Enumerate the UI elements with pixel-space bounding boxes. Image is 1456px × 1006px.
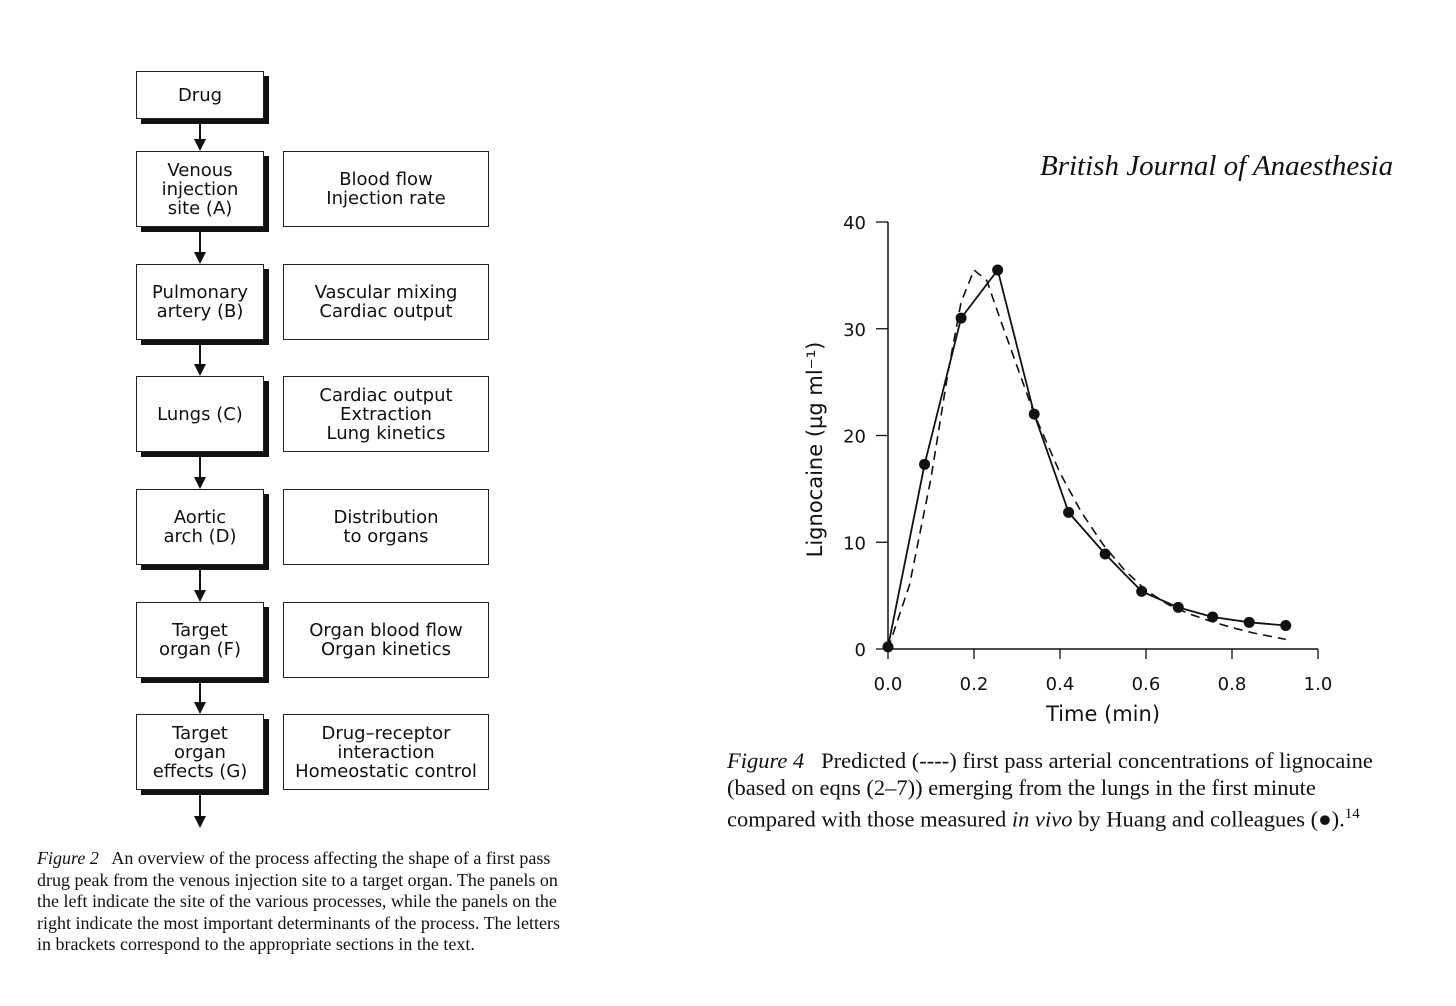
figure2-caption-label: Figure 2 (37, 848, 99, 868)
x-axis-label: Time (min) (1045, 702, 1161, 726)
determinant-box-distribution: Distribution to organs (283, 489, 489, 565)
determinant-box-organ-blood-flow: Organ blood flow Organ kinetics (283, 602, 489, 678)
site-box-aortic-arch: Aortic arch (D) (136, 489, 264, 565)
flow-arrow-line (199, 121, 201, 141)
site-box-pulmonary-artery: Pulmonary artery (B) (136, 264, 264, 340)
flow-arrow-head (194, 477, 206, 489)
site-box-target-organ-effects: Target organ effects (G) (136, 714, 264, 790)
site-box-venous-injection: Venous injection site (A) (136, 151, 264, 227)
flow-arrow-line (199, 229, 201, 254)
site-box-drug: Drug (136, 71, 264, 119)
figure4-caption-part1: Predicted (----) first pass arterial concentrations of lignocaine (based on eqns (2–7)) emerging from the lungs in the first minute compared with those measured (727, 748, 1373, 832)
y-axis-label: Lignocaine (µg ml⁻¹) (803, 341, 827, 558)
y-tick-label: 40 (843, 213, 866, 234)
measured-data-point (919, 459, 930, 470)
measured-data-point (992, 265, 1003, 276)
predicted-series-line (888, 270, 1286, 649)
figure4-caption-ref: 14 (1344, 806, 1360, 822)
measured-data-point (1136, 586, 1147, 597)
flow-arrow-line (199, 680, 201, 704)
measured-series-line (888, 270, 1286, 647)
y-tick-label: 30 (843, 319, 866, 341)
figure2-caption-text: An overview of the process affecting the shape of a first pass drug peak from the venous injection site to a target organ. The panels on the left indicate the site of the various processes, while the panels on the right indicate the most important determinants of the process. The letters in brackets correspond to the appropriate sections in the text. (37, 848, 561, 954)
flow-arrow-line (199, 567, 201, 592)
site-box-lungs: Lungs (C) (136, 376, 264, 452)
x-tick-label: 0.0 (873, 674, 903, 695)
determinant-box-vascular-mixing: Vascular mixing Cardiac output (283, 264, 489, 340)
determinant-box-blood-flow: Blood flow Injection rate (283, 151, 489, 227)
flow-arrow-head (194, 252, 206, 264)
x-tick-label: 0.6 (1131, 674, 1161, 695)
figure4-caption-label: Figure 4 (727, 748, 805, 773)
measured-data-point (1280, 620, 1291, 631)
figure2-caption (37, 848, 562, 956)
figure4-chart (780, 200, 1340, 740)
measured-data-point (1244, 617, 1255, 628)
flow-arrow-line (199, 342, 201, 366)
figure4-caption (727, 748, 1407, 833)
x-tick-label: 0.4 (1045, 674, 1075, 695)
journal-title: British Journal of Anaesthesia (1040, 150, 1394, 182)
y-tick-label: 20 (843, 426, 866, 448)
measured-data-point (1100, 548, 1111, 559)
figure4-caption-part2: by Huang and colleagues (●). (1078, 806, 1345, 832)
y-tick-label: 0 (854, 640, 866, 661)
flow-arrow-line (199, 792, 201, 818)
x-tick-label: 0.2 (959, 674, 989, 695)
y-tick-label: 10 (843, 533, 866, 555)
flow-arrow-line (199, 454, 201, 479)
flow-arrow-head (194, 590, 206, 602)
flow-arrow-head (194, 702, 206, 714)
x-tick-label: 1.0 (1303, 674, 1333, 695)
figure4-caption-italic: in vivo (1011, 806, 1073, 832)
flow-arrow-head (194, 139, 206, 151)
site-box-target-organ: Target organ (F) (136, 602, 264, 678)
x-tick-label: 0.8 (1217, 674, 1247, 695)
determinant-box-cardiac-output: Cardiac output Extraction Lung kinetics (283, 376, 489, 452)
flow-arrow-head (194, 816, 206, 828)
measured-data-point (1063, 507, 1074, 518)
flow-arrow-head (194, 364, 206, 376)
determinant-box-drug-receptor: Drug–receptor interaction Homeostatic control (283, 714, 489, 790)
